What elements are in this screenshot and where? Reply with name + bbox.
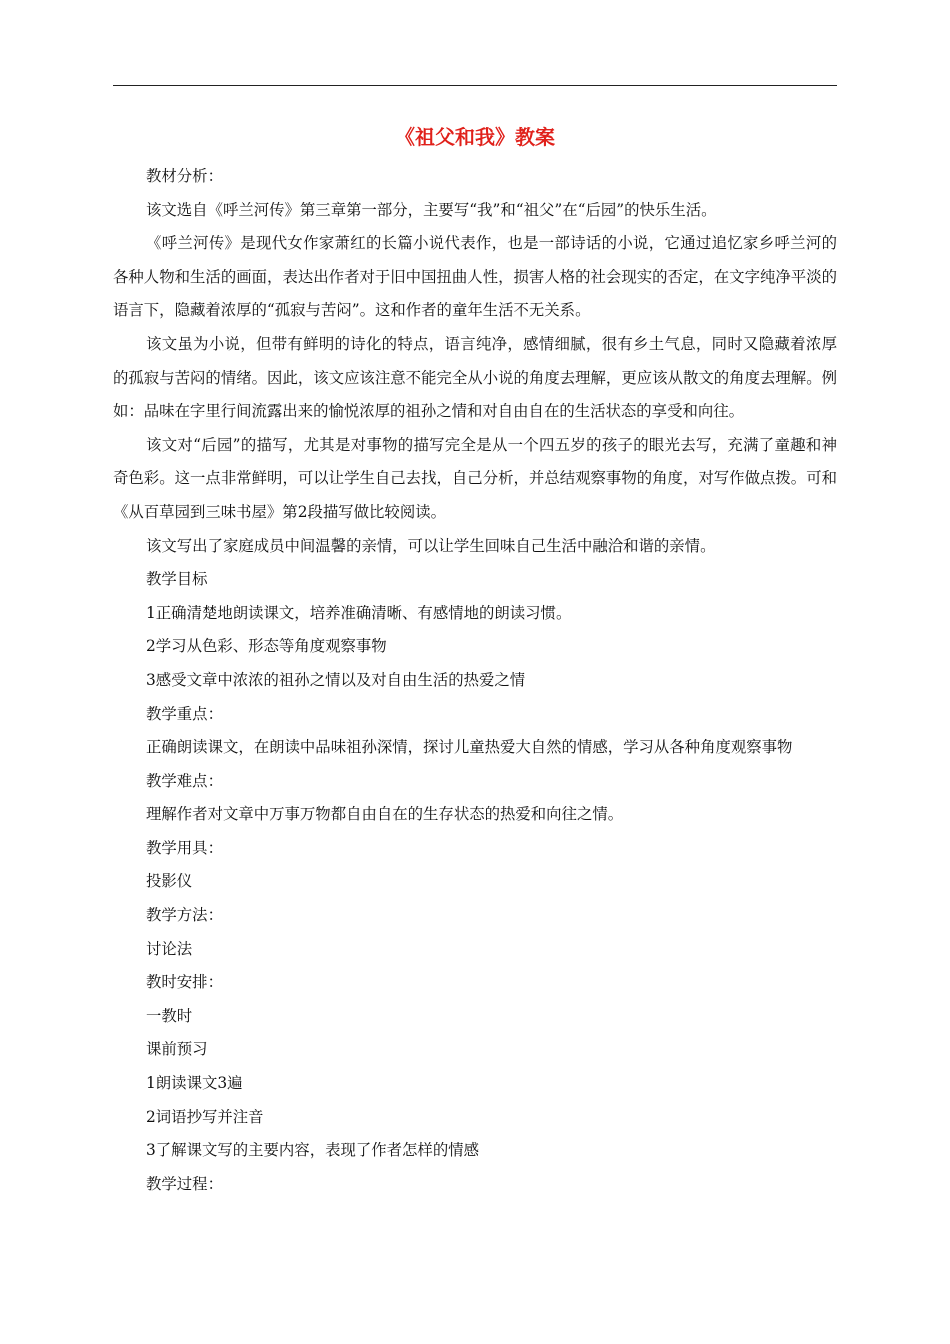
paragraph: 教时安排： <box>146 973 223 992</box>
paragraph: 3感受文章中浓浓的祖孙之情以及对自由生活的热爱之情 <box>146 670 526 689</box>
document-title: 《祖父和我》教案 <box>395 125 555 149</box>
paragraph: 理解作者对文章中万事万物都自由自在的生存状态的热爱和向往之情。 <box>146 805 624 824</box>
document-body <box>113 160 837 1201</box>
paragraph: 教学过程： <box>146 1174 223 1193</box>
paragraph: 该文写出了家庭成员中间温馨的亲情，可以让学生回味自己生活中融洽和谐的亲情。 <box>146 536 716 555</box>
paragraph: 教学重点： <box>146 704 223 723</box>
paragraph: 《呼兰河传》是现代女作家萧红的长篇小说代表作，也是一部诗话的小说，它通过追忆家乡呼兰河的各种人物和生活的画面，表达出作者对于旧中国扭曲人性，损害人格的社会现实的否定，在文字纯净平淡的语言下，隐藏着浓厚的“孤寂与苦闷”。这和作者的童年生活不无关系。 <box>113 234 837 320</box>
paragraph: 1正确清楚地朗读课文，培养准确清晰、有感情地的朗读习惯。 <box>146 603 572 622</box>
paragraph: 投影仪 <box>146 872 193 891</box>
paragraph: 教学方法： <box>146 906 223 925</box>
header-rule <box>113 85 837 86</box>
paragraph: 1朗读课文3遍 <box>146 1074 243 1093</box>
paragraph: 3了解课文写的主要内容，表现了作者怎样的情感 <box>146 1141 479 1160</box>
paragraph: 该文对“后园”的描写，尤其是对事物的描写完全是从一个四五岁的孩子的眼光去写，充满了童趣和神奇色彩。这一点非常鲜明，可以让学生自己去找，自己分析，并总结观察事物的角度，对写作做点拨。可和《从百草园到三味书屋》第2段描写做比较阅读。 <box>113 435 837 521</box>
paragraph: 2学习从色彩、形态等角度观察事物 <box>146 637 387 656</box>
paragraph: 教材分析： <box>146 167 223 185</box>
paragraph: 教学用具： <box>146 838 223 857</box>
paragraph: 该文选自《呼兰河传》第三章第一部分，主要写“我”和“祖父”在“后园”的快乐生活。 <box>146 200 717 219</box>
paragraph: 2词语抄写并注音 <box>146 1107 264 1126</box>
paragraph: 正确朗读课文，在朗读中品味祖孙深情，探讨儿童热爱大自然的情感，学习从各种角度观察事物 <box>146 738 793 757</box>
paragraph: 教学目标 <box>146 570 208 589</box>
paragraph: 课前预习 <box>146 1040 208 1059</box>
paragraph: 教学难点： <box>146 771 223 790</box>
paragraph: 讨论法 <box>146 939 193 958</box>
paragraph: 该文虽为小说，但带有鲜明的诗化的特点，语言纯净，感情细腻，很有乡土气息，同时又隐藏着浓厚的孤寂与苦闷的情绪。因此，该文应该注意不能完全从小说的角度去理解，更应该从散文的角度去理解。例如：品味在字里行间流露出来的愉悦浓厚的祖孙之情和对自由自在的生活状态的享受和向往。 <box>113 334 837 421</box>
paragraph: 一教时 <box>146 1006 193 1025</box>
